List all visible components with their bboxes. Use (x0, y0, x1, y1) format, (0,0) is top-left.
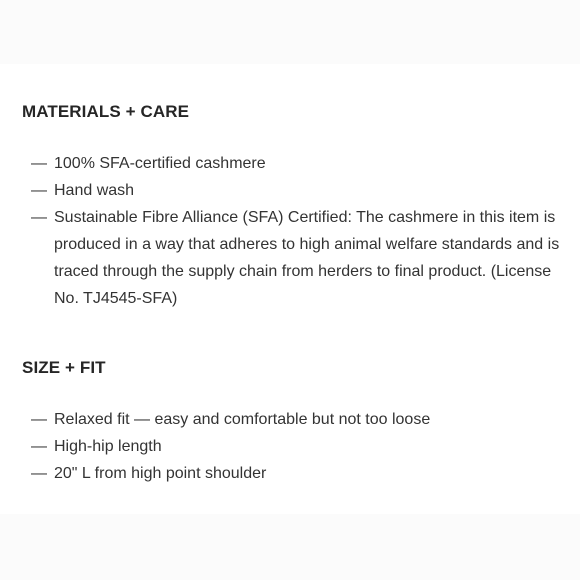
materials-care-list (0, 150, 580, 312)
dash-bullet: — (31, 155, 47, 172)
list-item (0, 177, 580, 204)
dash-bullet: — (31, 209, 47, 226)
list-item (0, 406, 580, 433)
list-item-text: High-hip length (54, 438, 162, 455)
list-item (0, 204, 580, 312)
materials-care-heading: MATERIALS + CARE (22, 102, 190, 121)
list-item-text: Sustainable Fibre Alliance (SFA) Certified: The cashmere in this item is produced in a way that adheres to high animal welfare standards and is traced through the supply chain from herders to final product. (License No. TJ4545-SFA) (54, 209, 560, 307)
list-item-text: 20" L from high point shoulder (54, 465, 267, 482)
dash-bullet: — (31, 438, 47, 455)
list-item (0, 460, 580, 487)
size-fit-heading: SIZE + FIT (22, 358, 106, 377)
dash-bullet: — (31, 411, 47, 428)
size-fit-list (0, 406, 580, 487)
list-item (0, 150, 580, 177)
list-item-text: 100% SFA-certified cashmere (54, 155, 266, 172)
dash-bullet: — (31, 182, 47, 199)
list-item (0, 433, 580, 460)
list-item-text: Hand wash (54, 182, 135, 199)
dash-bullet: — (31, 465, 47, 482)
list-item-text: Relaxed fit — easy and comfortable but not too loose (54, 411, 431, 428)
